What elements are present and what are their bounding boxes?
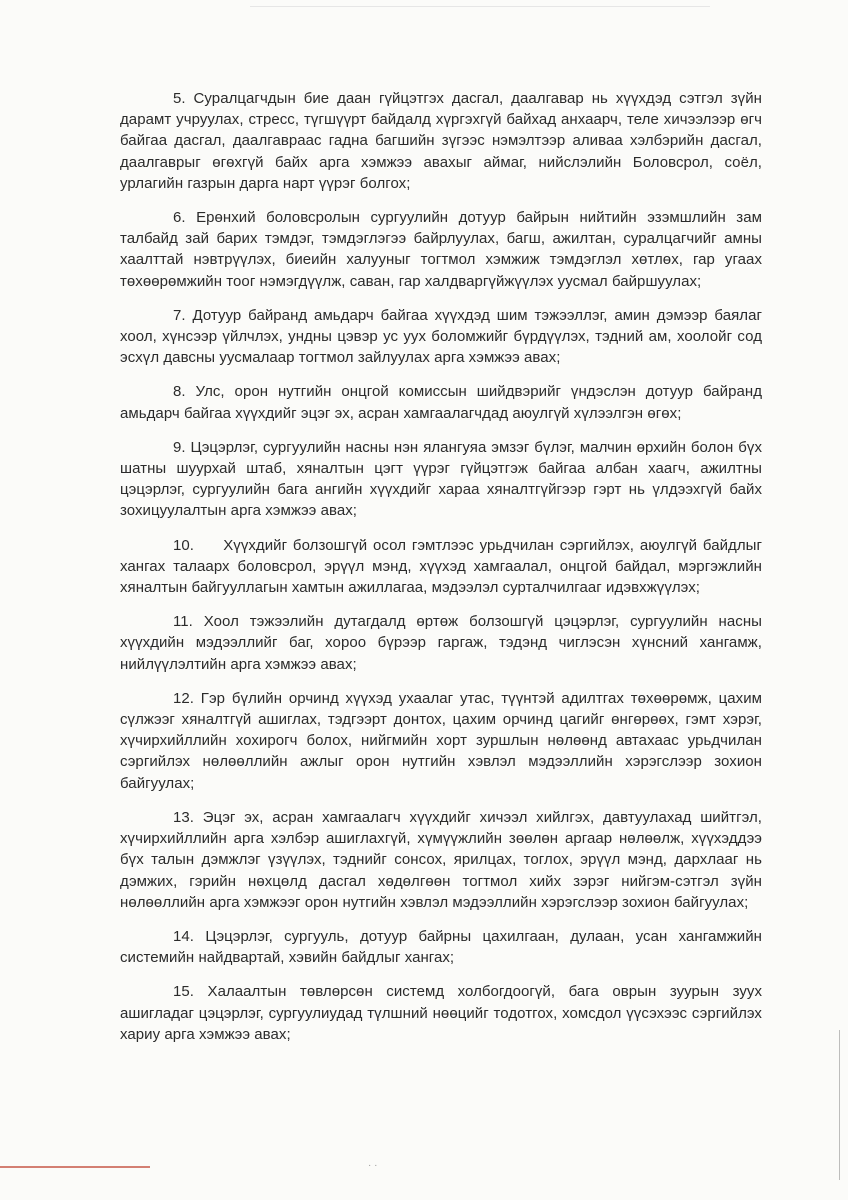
paragraph-8: 8. Улс, орон нутгийн онцгой комиссын шийдвэрийг үндэслэн дотуур байранд амьдарч байгаа хүүхдийг эцэг эх, асран хамгаалагчдад аюулгүй хүлээлгэн өгөх; — [120, 383, 762, 422]
paragraph-9: 9. Цэцэрлэг, сургуулийн насны нэн ялангуяа эмзэг бүлэг, малчин өрхийн болон бүх шатны шуурхай штаб, хяналтын цэгт үүрэг гүйцэтгэж байгаа албан хаагч, ажилтны цэцэрлэг, сургуулийн бага ангийн хүүхдийг хараа хяналтгүйгээр гэрт нь үлдээхгүй байх зохицуулалтын арга хэмжээ авах; — [120, 438, 762, 520]
scan-edge-top — [250, 6, 710, 7]
paragraph-12: 12. Гэр бүлийн орчинд хүүхэд ухаалаг утас, түүнтэй адилтгах төхөөрөмж, цахим сүлжээг хяналтгүй ашиглах, тэдгээрт донтох, цахим орчинд цагийг өнгөрөөх, гэмт хэрэг, хүчирхийллийн хохирогч болох, нийгмийн хорт зуршлын нөлөөнд автахаас урьдчилан сэргийлэх нөлөөллийн ажлыг орон нутгийн хэвлэл мэдээллийн хэрэгслээр зохион байгуулах; — [120, 689, 762, 792]
paragraph-14: 14. Цэцэрлэг, сургууль, дотуур байрны цахилгаан, дулаан, усан хангамжийн системийн найдвартай, хэвийн байдлыг хангах; — [120, 927, 762, 967]
scan-edge-bottom — [0, 1166, 150, 1168]
paragraph-6: 6. Ерөнхий боловсролын сургуулийн дотуур байрын нийтийн эзэмшлийн зам талбайд зай барих тэмдэг, тэмдэглэгээ байрлуулах, багш, ажилтан, суралцагчийг амны хаалттай нэвтрүүлэх, биеийн халууныг тогтмол хэмжиж тэмдэглэл хөтлөх, гар угаах төхөөрөмжийн тоог нэмэгдүүлж, саван, гар халдваргүйжүүлэх уусмал байршуулах; — [120, 209, 762, 290]
paragraph-13: 13. Эцэг эх, асран хамгаалагч хүүхдийг хичээл хийлгэх, давтуулахад шийтгэл, хүчирхийллийн арга хэлбэр ашиглахгүй, хүмүүжлийн зөөлөн аргаар нөлөөлж, хүүхэддээ бүх талын дэмжлэг үзүүлэх, тэднийг сонсох, ярилцах, тоглох, эрүүл мэнд, дархлааг нь дэмжих, гэрийн нөхцөлд дасгал хөдөлгөөн тогтмол хийх зэрэг нийгэм-сэтгэл зүйн нөлөөллийн арга хэмжээг орон нутгийн хэвлэл мэдээллийн хэрэгслээр зохион байгуулах; — [120, 808, 762, 911]
paragraph-10: 10. Хүүхдийг болзошгүй осол гэмтлээс урьдчилан сэргийлэх, аюулгүй байдлыг хангах талаарх боловсрол, эрүүл мэнд, хүүхэд хамгаалал, онцгой байдал, мэргэжлийн хяналтын байгууллагын хамтын ажиллагаа, мэдээлэл сурталчилгааг идэвхжүүлэх; — [120, 536, 767, 597]
paragraph-7: 7. Дотуур байранд амьдарч байгаа хүүхдэд шим тэжээллэг, амин дэмээр баялаг хоол, хүнсээр үйлчлэх, ундны цэвэр ус уух боломжийг бүрдүүлэх, тэдний ам, хоолойг сод эсхүл давсны уусмалаар тогтмол зайлуулах арга хэмжээ авах; — [120, 306, 762, 367]
paragraph-11: 11. Хоол тэжээлийн дутагдалд өртөж болзошгүй цэцэрлэг, сургуулийн насны хүүхдийн мэдээллийг баг, хороо бүрээр гаргаж, тэдэнд чиглэсэн хүнсний хангамж, нийлүүлэлтийн арга хэмжээ авах; — [120, 613, 762, 673]
paragraph-15: 15. Халаалтын төвлөрсөн системд холбогдоогүй, бага оврын зуурын зуух ашигладаг цэцэрлэг, сургуулиудад түлшний нөөцийг тодотгох, хомсдол үүсэхээс сэргийлэх хариу арга хэмжээ авах; — [120, 983, 762, 1043]
paragraph-5: 5. Суралцагчдын бие даан гүйцэтгэх дасгал, даалгавар нь хүүхдэд сэтгэл зүйн дарамт учруулах, стресс, түгшүүрт байдалд хүргэхгүй байхад анхаарч, теле хичээлээр өгч байгаа дасгал, даалгавраас гадна багшийн зүгээс нэмэлтээр аливаа хэлбэрийн дасгал, даалгаврыг өгөхгүй байх арга хэмжээ авахыг аймаг, нийслэлийн Боловсрол, соёл, урлагийн газрын дарга нарт үүрэг болгох; — [120, 90, 762, 192]
scan-speck: · · — [368, 1160, 378, 1171]
scan-edge-right — [839, 1030, 840, 1180]
